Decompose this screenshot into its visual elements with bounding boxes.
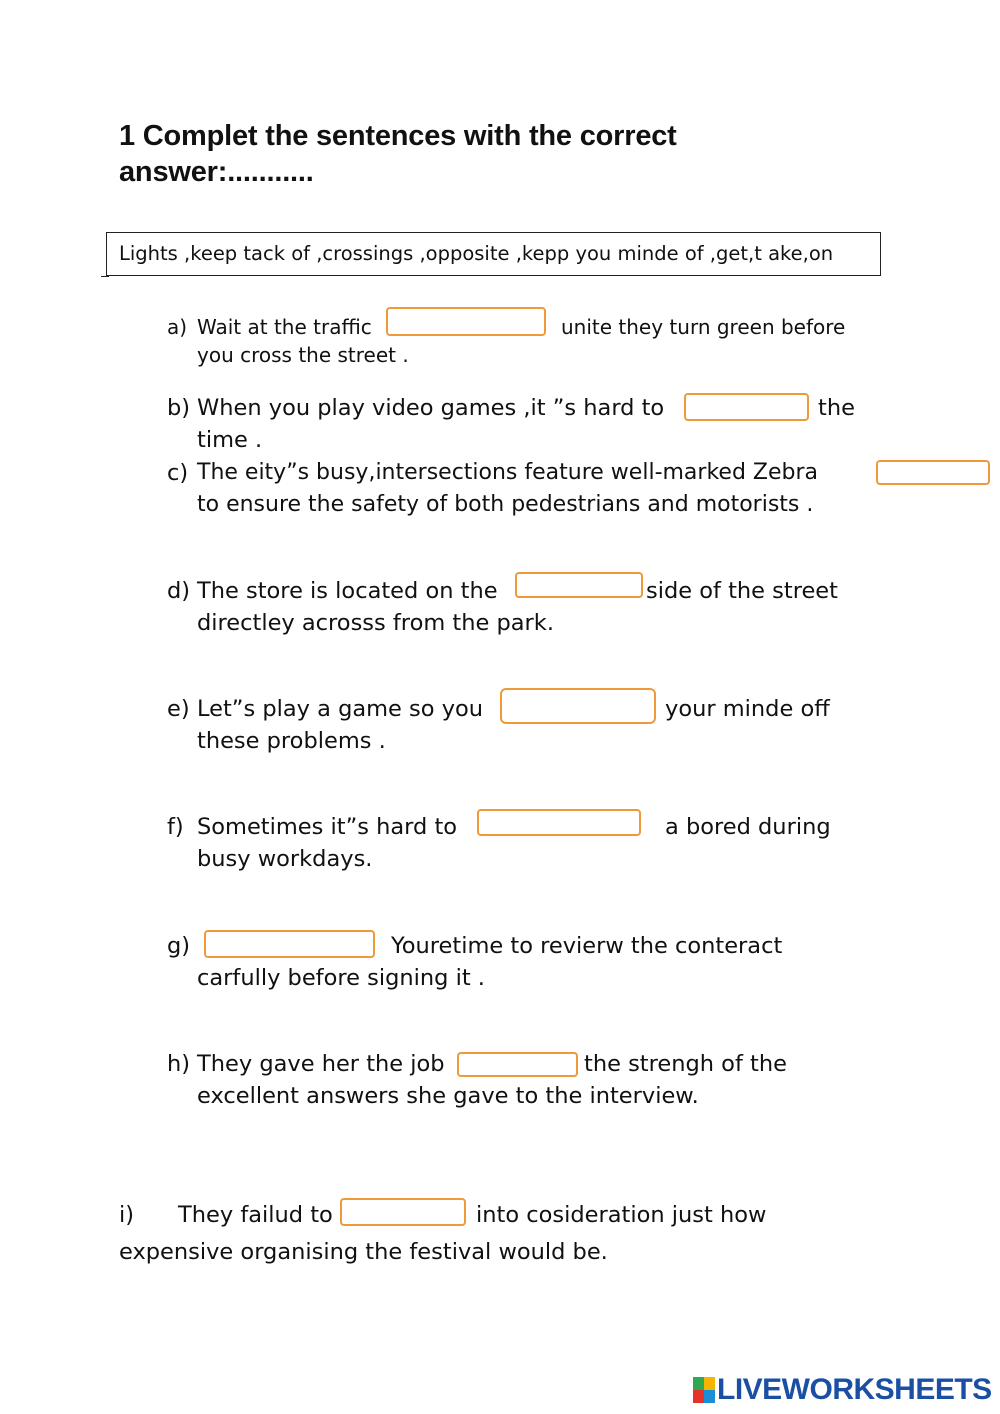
question-e-before: Let”s play a game so you bbox=[197, 696, 484, 722]
question-d-label: d) bbox=[167, 578, 191, 604]
question-i-before: They failud to bbox=[178, 1202, 333, 1228]
word-bank: Lights ,keep tack of ,crossings ,opposite ,kepp you minde of ,get,t ake,on bbox=[106, 232, 881, 276]
answer-input-e[interactable] bbox=[502, 690, 654, 722]
answer-blank-c[interactable] bbox=[876, 460, 990, 485]
question-c-before: The eity”s busy,intersections feature well-marked Zebra bbox=[197, 460, 819, 485]
question-h-after: the strengh of the bbox=[584, 1051, 787, 1077]
question-b-line2: time . bbox=[197, 427, 263, 453]
answer-blank-h[interactable] bbox=[457, 1052, 578, 1077]
liveworksheets-logo-icon bbox=[693, 1377, 715, 1403]
question-f-before: Sometimes it”s hard to bbox=[197, 814, 458, 840]
question-c-label: c) bbox=[167, 460, 189, 486]
question-f-after: a bored during bbox=[665, 814, 831, 840]
question-h-before: They gave her the job bbox=[197, 1051, 445, 1077]
question-a-line2: you cross the street . bbox=[197, 343, 409, 367]
question-h-label: h) bbox=[167, 1051, 191, 1077]
answer-input-d[interactable] bbox=[517, 574, 641, 596]
question-g-line2: carfully before signing it . bbox=[197, 965, 485, 991]
question-e-after: your minde off bbox=[665, 696, 830, 722]
question-a-before: Wait at the traffic bbox=[197, 315, 372, 339]
title-line-1: 1 Complet the sentences with the correct bbox=[119, 120, 677, 152]
question-f-label: f) bbox=[167, 814, 184, 840]
question-f-line2: busy workdays. bbox=[197, 846, 373, 872]
word-bank-divider bbox=[101, 276, 109, 277]
answer-blank-g[interactable] bbox=[204, 930, 375, 958]
question-b-before: When you play video games ,it ”s hard to bbox=[197, 395, 665, 421]
question-d-before: The store is located on the bbox=[197, 578, 498, 604]
question-d-after: side of the street bbox=[646, 578, 838, 604]
question-e-line2: these problems . bbox=[197, 728, 386, 754]
answer-input-c[interactable] bbox=[878, 462, 988, 483]
logo-text: LIVEWORKSHEETS bbox=[717, 1373, 992, 1406]
answer-blank-f[interactable] bbox=[477, 809, 641, 836]
question-i-label: i) bbox=[119, 1202, 135, 1228]
answer-blank-b[interactable] bbox=[684, 393, 809, 421]
question-b-after: the bbox=[818, 395, 855, 421]
answer-blank-d[interactable] bbox=[515, 572, 643, 598]
question-b-label: b) bbox=[167, 395, 191, 421]
answer-input-h[interactable] bbox=[459, 1054, 576, 1075]
question-g-after: Youretime to revierw the conteract bbox=[391, 933, 783, 959]
question-i-after: into cosideration just how bbox=[476, 1202, 767, 1228]
answer-input-b[interactable] bbox=[686, 395, 807, 419]
answer-input-g[interactable] bbox=[206, 932, 373, 956]
question-h-line2: excellent answers she gave to the interview. bbox=[197, 1083, 699, 1109]
question-e-label: e) bbox=[167, 696, 190, 722]
liveworksheets-logo bbox=[693, 1374, 992, 1406]
answer-blank-e[interactable] bbox=[500, 688, 656, 724]
question-a-label: a) bbox=[167, 315, 188, 339]
answer-blank-i[interactable] bbox=[340, 1198, 466, 1226]
answer-blank-a[interactable] bbox=[386, 307, 546, 336]
question-a-after: unite they turn green before bbox=[561, 315, 846, 339]
question-g-label: g) bbox=[167, 933, 191, 959]
title-line-2: answer:........... bbox=[119, 156, 314, 188]
worksheet-title bbox=[119, 118, 677, 190]
answer-input-a[interactable] bbox=[388, 309, 544, 334]
answer-input-i[interactable] bbox=[342, 1200, 464, 1224]
question-d-line2: directley acrosss from the park. bbox=[197, 610, 554, 636]
answer-input-f[interactable] bbox=[479, 811, 639, 834]
question-i-line2: expensive organising the festival would be. bbox=[119, 1239, 608, 1265]
question-c-line2: to ensure the safety of both pedestrians and motorists . bbox=[197, 492, 814, 517]
